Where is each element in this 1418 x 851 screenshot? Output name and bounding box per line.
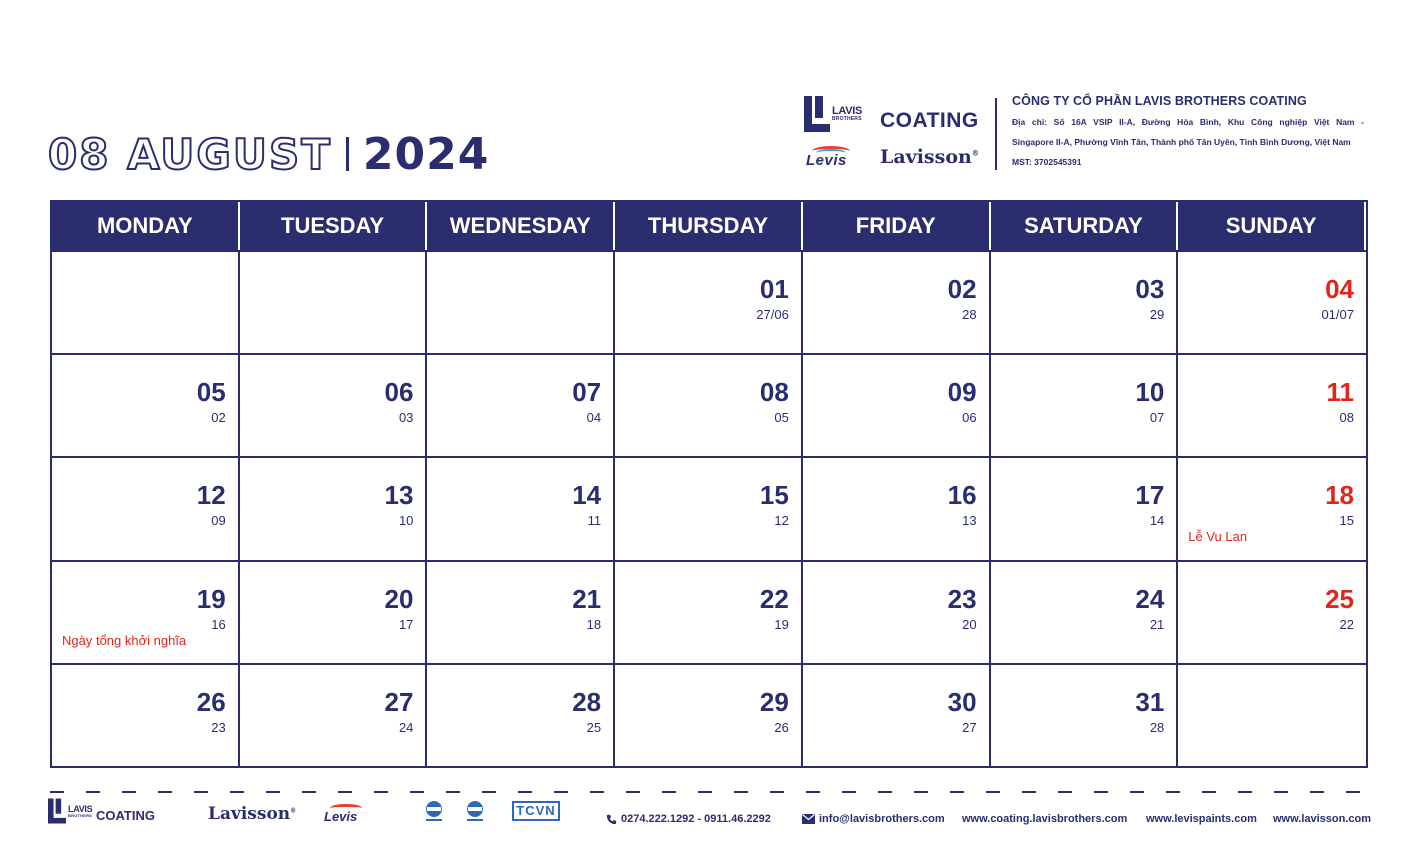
lunar-date: 29 <box>1149 307 1165 322</box>
iso-9001-badge-icon <box>423 800 445 822</box>
weekday-header-wednesday: WEDNESDAY <box>427 202 615 250</box>
day-cell <box>240 663 428 766</box>
lavisson-logo <box>880 146 979 168</box>
day-number: 04 <box>1325 274 1354 304</box>
day-number: 19 <box>196 583 226 614</box>
day-number: 29 <box>759 686 789 717</box>
day-number: 20 <box>384 583 414 614</box>
day-cell <box>427 353 615 456</box>
lavis-brothers-logo <box>804 96 862 132</box>
footer-coating-text: COATING <box>96 808 155 823</box>
company-tax-id: MST: 3702545391 <box>1012 157 1082 167</box>
day-number: 07 <box>572 377 602 408</box>
lunar-date: 05 <box>774 410 789 426</box>
day-number: 12 <box>196 480 226 511</box>
day-number: 17 <box>1135 480 1165 511</box>
lunar-date: 08 <box>1339 410 1354 426</box>
day-number: 16 <box>947 480 977 511</box>
weekday-header-saturday: SATURDAY <box>991 202 1179 250</box>
day-number: 23 <box>947 583 977 614</box>
lavis-text: LAVIS <box>832 105 863 117</box>
day-cell <box>1178 456 1366 559</box>
footer-phone <box>606 813 771 825</box>
weekday-header-sunday: SUNDAY <box>1178 202 1366 250</box>
tcvn-badge: TCVN <box>512 801 560 821</box>
day-cell <box>615 560 803 663</box>
levis-text: Levis <box>806 152 847 169</box>
day-number: 14 <box>572 480 602 511</box>
company-info <box>1012 94 1372 167</box>
day-cell <box>52 353 240 456</box>
day-cell <box>615 456 803 559</box>
day-cell <box>803 663 991 766</box>
day-cell <box>803 353 991 456</box>
day-number: 22 <box>759 583 789 614</box>
day-cell <box>615 250 803 353</box>
footer-website-levis: www.levispaints.com <box>1146 813 1257 825</box>
brand-logos <box>804 96 984 172</box>
day-number: 27 <box>384 686 414 717</box>
day-number: 08 <box>759 377 789 408</box>
footer-lavisson-logo <box>208 804 296 824</box>
footer-lavis-brothers-logo <box>48 798 92 824</box>
coating-text: COATING <box>880 109 979 132</box>
lunar-date: 02 <box>211 410 226 426</box>
lavisson-text: Lavisson <box>208 804 291 824</box>
day-cell <box>1178 560 1366 663</box>
lunar-date: 18 <box>586 616 602 632</box>
lunar-date: 04 <box>586 410 602 426</box>
lunar-date: 12 <box>774 513 789 529</box>
lunar-date: 03 <box>398 410 414 426</box>
lunar-date: 25 <box>586 719 602 735</box>
day-number: 18 <box>1325 480 1354 511</box>
weekday-header-tuesday: TUESDAY <box>240 202 428 250</box>
lavis-text: LAVIS <box>68 803 93 814</box>
day-number: 21 <box>572 583 602 614</box>
day-number: 09 <box>947 377 977 408</box>
phone-text: 0274.222.1292 - 0911.46.2292 <box>621 813 771 825</box>
lunar-date: 06 <box>962 410 977 426</box>
lunar-date: 26 <box>774 719 789 735</box>
lavis-l-icon <box>48 798 66 824</box>
lunar-date: 28 <box>1149 719 1165 735</box>
day-number: 24 <box>1135 583 1165 614</box>
day-cell <box>1178 353 1366 456</box>
day-cell <box>427 560 615 663</box>
day-cell <box>991 560 1179 663</box>
company-name: CÔNG TY CỔ PHẦN LAVIS BROTHERS COATING <box>1012 94 1307 108</box>
day-cell <box>240 560 428 663</box>
day-number: 06 <box>384 377 414 408</box>
day-cell <box>803 250 991 353</box>
day-number: 03 <box>1135 274 1165 304</box>
lunar-date: 24 <box>398 719 414 735</box>
lunar-date: 13 <box>962 513 977 529</box>
footer-levis-logo <box>324 804 370 824</box>
day-cell <box>803 456 991 559</box>
phone-icon <box>606 814 617 825</box>
empty-day-cell <box>1178 663 1366 766</box>
day-number: 26 <box>196 686 226 717</box>
lunar-date: 20 <box>962 616 977 632</box>
email-icon <box>802 814 815 824</box>
day-cell <box>240 353 428 456</box>
lunar-date: 28 <box>962 307 977 322</box>
lunar-date: 21 <box>1149 616 1165 632</box>
lunar-date: 01/07 <box>1321 307 1354 322</box>
empty-day-cell <box>240 250 428 353</box>
iso-14001-badge-icon <box>464 800 486 822</box>
company-address-line2: Singapore II-A, Phường Vĩnh Tân, Thành phố Tân Uyên, Tỉnh Bình Dương, Việt Nam <box>1012 137 1351 147</box>
registered-mark: ® <box>971 148 979 158</box>
lavis-l-icon <box>804 96 830 132</box>
footer-website-lavisson: www.lavisson.com <box>1273 813 1372 825</box>
year-title: 2024 <box>362 128 490 180</box>
lavisson-text: Lavisson <box>880 146 972 168</box>
day-cell <box>991 663 1179 766</box>
day-number: 13 <box>384 480 414 511</box>
brothers-text: BROTHERS <box>832 116 862 122</box>
day-cell <box>991 250 1179 353</box>
calendar-title <box>48 126 489 182</box>
registered-mark: ® <box>290 807 297 815</box>
calendar-grid <box>50 200 1368 768</box>
day-cell <box>1178 250 1366 353</box>
brand-divider <box>995 98 997 170</box>
day-cell <box>240 456 428 559</box>
levis-text: Levis <box>324 809 358 824</box>
lunar-date: 14 <box>1149 513 1165 529</box>
lunar-date: 09 <box>211 513 226 529</box>
email-text: info@lavisbrothers.com <box>819 813 945 825</box>
levis-logo <box>806 146 858 168</box>
holiday-note: Ngày tổng khởi nghĩa <box>62 632 187 648</box>
day-number: 02 <box>947 274 977 304</box>
footer-email <box>802 813 945 825</box>
company-address-line1: Địa chỉ: Số 16A VSIP II-A, Đường Hòa Bình, Khu Công nghiệp Việt Nam - <box>1012 117 1364 127</box>
weekday-header-friday: FRIDAY <box>803 202 991 250</box>
weekday-header-thursday: THURSDAY <box>615 202 803 250</box>
day-cell <box>52 663 240 766</box>
day-number: 31 <box>1135 686 1165 717</box>
day-number: 05 <box>196 377 226 408</box>
weekday-header-monday: MONDAY <box>52 202 240 250</box>
lunar-date: 15 <box>1339 513 1354 529</box>
day-number: 11 <box>1326 377 1354 408</box>
day-number: 01 <box>759 274 789 304</box>
day-cell <box>991 456 1179 559</box>
lunar-date: 16 <box>211 616 226 632</box>
day-number: 30 <box>947 686 977 717</box>
day-cell <box>427 663 615 766</box>
empty-day-cell <box>427 250 615 353</box>
lunar-date: 19 <box>774 616 789 632</box>
day-number: 10 <box>1135 377 1165 408</box>
lunar-date: 11 <box>587 513 602 529</box>
day-cell <box>427 456 615 559</box>
empty-day-cell <box>52 250 240 353</box>
day-cell <box>991 353 1179 456</box>
lunar-date: 23 <box>211 719 226 735</box>
lunar-date: 27 <box>962 719 977 735</box>
title-divider <box>346 137 349 171</box>
day-cell <box>615 663 803 766</box>
day-number: 15 <box>759 480 789 511</box>
lunar-date: 10 <box>398 513 414 529</box>
day-cell <box>52 560 240 663</box>
holiday-note: Lễ Vu Lan <box>1188 529 1248 545</box>
lunar-date: 27/06 <box>756 307 789 322</box>
day-number: 25 <box>1325 583 1354 614</box>
month-title: 08 AUGUST <box>48 129 332 179</box>
lunar-date: 17 <box>398 616 414 632</box>
day-cell <box>52 456 240 559</box>
day-cell <box>803 560 991 663</box>
brothers-text: BROTHERS <box>68 812 93 818</box>
footer-dashed-divider <box>50 791 1368 793</box>
footer-website-coating: www.coating.lavisbrothers.com <box>962 813 1128 825</box>
day-cell <box>615 353 803 456</box>
lunar-date: 07 <box>1149 410 1165 426</box>
day-number: 28 <box>572 686 602 717</box>
lunar-date: 22 <box>1339 616 1354 632</box>
